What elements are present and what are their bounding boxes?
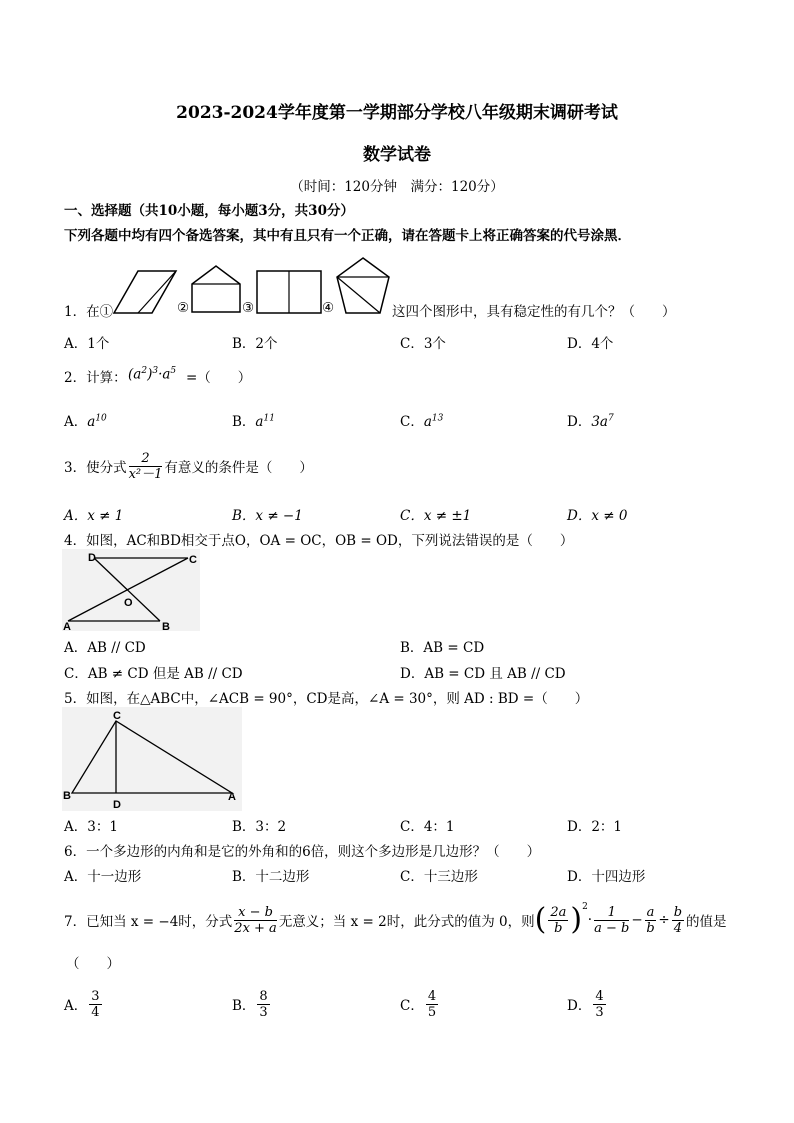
q4-label-a: A <box>63 621 71 631</box>
q6-option-b: B．十二边形 <box>232 869 310 885</box>
q2-option-a: A．$a^{10}$ <box>64 413 107 430</box>
q5-option-a: A．3：1 <box>64 819 118 835</box>
q5-stem: 5．如图，在△ABC中，∠ACB = 90°，CD是高，∠A = 30°，则 AD : BD =（ ） <box>64 691 589 707</box>
q1-option-c: C．3个 <box>400 336 446 352</box>
q4-label-b: B <box>162 621 170 631</box>
right-triangle-figure <box>62 707 242 811</box>
q2-option-b: B．$a^{11}$ <box>232 413 275 430</box>
q1-option-d: D．4个 <box>567 336 614 352</box>
q2-lead: 2．计算： <box>64 370 127 386</box>
q4-option-b: B．AB = CD <box>400 640 485 656</box>
section-heading: 一、选择题（共10小题，每小题3分，共30分） <box>64 203 354 219</box>
q1-option-b: B．2个 <box>232 336 278 352</box>
page-title: 2023-2024学年度第一学期部分学校八年级期末调研考试 <box>176 103 618 123</box>
q7-fraction-2: $\frac{1}{a - b}$ <box>594 904 630 936</box>
q7-fraction-4: $\frac{b}{4}$ <box>673 904 683 936</box>
q5-label-c: C <box>113 710 121 722</box>
q1-mark-3: ③ <box>242 300 255 316</box>
crossing-segments-figure <box>62 549 200 631</box>
q2-option-c: C．$a^{13}$ <box>400 413 444 430</box>
q1-stem: 这四个图形中，具有稳定性的有几个？（ ） <box>392 304 676 320</box>
pentagon-figure <box>334 255 392 317</box>
q1-mark-4: ④ <box>322 300 335 316</box>
q6-option-a: A．十一边形 <box>64 869 142 885</box>
q3-fraction: $\frac{2}{\text{x²－1}}$ <box>128 450 163 482</box>
time-info: （时间：120分钟 满分：120分） <box>290 179 504 195</box>
q7-stem: 7．已知当 x = −4时，分式 $\frac{x - b}{2x + a}$ 无意义；当 x = 2时，此分式的值为 0，则 ( $\frac{2a}{b}$ ) $^2$ · $\frac{1}{a - b}$ − $\frac{a}{b}$ ÷ $\frac{b}{4}$ 的值是 <box>64 902 727 937</box>
q6-option-d: D．十四边形 <box>567 869 646 885</box>
q7-fraction-3: $\frac{a}{b}$ <box>646 904 655 936</box>
rectangle-figure <box>255 268 323 316</box>
q3-stem: 3．使分式 $\frac{2}{\text{x²－1}}$ 有意义的条件是（ ） <box>64 450 313 482</box>
q4-option-d: D．AB = CD 且 AB // CD <box>400 666 566 682</box>
q7-answer-paren: （ ） <box>66 956 120 972</box>
q3-option-d: D．x ≠ 0 <box>567 508 628 524</box>
house-pentagon-figure <box>188 262 244 316</box>
q7-option-b: B． $\frac{8}{3}$ <box>232 988 268 1020</box>
q4-option-a: A．AB // CD <box>64 640 146 656</box>
q2-option-d: D．$3a^7$ <box>567 413 614 430</box>
page-subtitle: 数学试卷 <box>363 145 431 165</box>
q4-label-o: O <box>124 597 133 609</box>
q7-option-c: C． $\frac{4}{5}$ <box>400 988 437 1020</box>
q7-fraction-1: $\frac{x - b}{2x + a}$ <box>234 904 277 936</box>
q6-stem: 6．一个多边形的内角和是它的外角和的6倍，则这个多边形是几边形？（ ） <box>64 844 541 860</box>
q4-label-c: C <box>189 554 197 566</box>
q5-label-b: B <box>63 790 71 802</box>
parallelogram-figure <box>112 268 178 316</box>
q2-expression: $(a^2)^3\cdot a^5$ <box>128 366 177 383</box>
q3-option-b: B．x ≠ −1 <box>232 508 303 524</box>
q4-option-c: C．AB ≠ CD 但是 AB // CD <box>64 666 243 682</box>
q3-option-c: C．x ≠ ±1 <box>400 508 472 524</box>
q5-option-c: C．4：1 <box>400 819 455 835</box>
q7-fraction-paren: $\frac{2a}{b}$ <box>550 904 567 936</box>
q5-label-d: D <box>113 799 121 811</box>
section-instruction: 下列各题中均有四个备选答案，其中有且只有一个正确，请在答题卡上将正确答案的代号涂黑． <box>64 228 631 244</box>
q7-option-a: A． $\frac{3}{4}$ <box>64 988 100 1020</box>
q1-prefix: 1．在① <box>64 304 114 320</box>
q3-option-a: A．x ≠ 1 <box>64 508 124 524</box>
q7-option-d: D． $\frac{4}{3}$ <box>567 988 604 1020</box>
q4-label-d: D <box>88 552 96 564</box>
q4-stem: 4．如图，AC和BD相交于点O，OA = OC，OB = OD，下列说法错误的是（ ） <box>64 533 574 549</box>
q1-option-a: A．1个 <box>64 336 110 352</box>
q2-expr-tail: =（ ） <box>186 370 252 386</box>
q1-mark-2: ② <box>177 300 190 316</box>
q5-option-b: B．3：2 <box>232 819 287 835</box>
q5-label-a: A <box>228 791 236 803</box>
q6-option-c: C．十三边形 <box>400 869 478 885</box>
q5-option-d: D．2：1 <box>567 819 623 835</box>
